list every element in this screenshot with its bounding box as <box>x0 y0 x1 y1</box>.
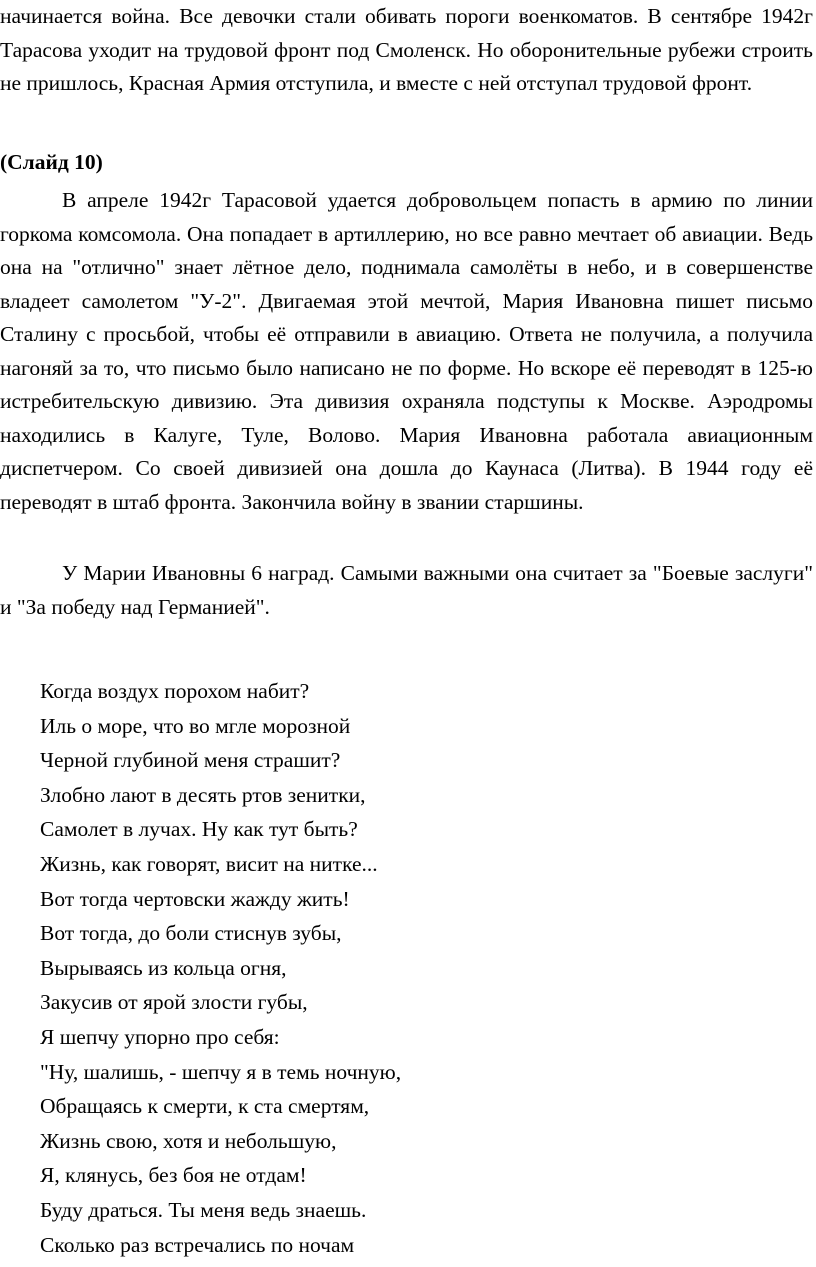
poem-line: Жизнь свою, хотя и небольшую, <box>40 1128 337 1153</box>
poem-line: "Ну, шалишь, - шепчу я в темь ночную, <box>40 1059 402 1084</box>
poem-line: Черной глубиной меня страшит? <box>40 748 341 773</box>
poem <box>40 674 401 1262</box>
poem-line: Когда воздух порохом набит? <box>40 679 310 703</box>
poem-line: Вырываясь из кольца огня, <box>40 955 287 980</box>
poem-line: Я шепчу упорно про себя: <box>40 1024 280 1049</box>
poem-line: Самолет в лучах. Ну как тут быть? <box>40 817 358 842</box>
poem-line: Вот тогда, до боли стиснув зубы, <box>40 921 342 946</box>
paragraph-intro: начинается война. Все девочки стали обивать пороги военкоматов. В сентябре 1942г Тарасова уходит на трудовой фронт под Смоленск. Но оборонительные рубежи строить не пришлось, Красная Армия отступила, и вместе с ней отступал трудовой фронт. <box>0 4 813 95</box>
poem-line: Иль о море, что во мгле морозной <box>40 713 351 738</box>
poem-line: Я, клянусь, без боя не отдам! <box>40 1163 307 1188</box>
poem-line: Жизнь, как говорят, висит на нитке... <box>40 851 378 876</box>
poem-line: Буду драться. Ты меня ведь знаешь. <box>40 1197 367 1222</box>
poem-line: Вот тогда чертовски жажду жить! <box>40 886 350 911</box>
paragraph-army: В апреле 1942г Тарасовой удается добровольцем попасть в армию по линии горкома комсомола. Она попадает в артиллерию, но все равно мечтает об авиации. Ведь она на "отлично" знает лётное дело, поднимала самолёты в небо, и в совершенстве владеет самолетом "У-2". Двигаемая этой мечтой, Мария Ивановна пишет письмо Сталину с просьбой, чтобы её отправили в авиацию. Ответа не получила, а получила нагоняй за то, что письмо было написано не по форме. Но вскоре её переводят в 125-ю истребительскую дивизию. Эта дивизия охраняла подступы к Москве. Аэродромы находились в Калуге, Туле, Волово. Мария Ивановна работала авиационным диспетчером. Со своей дивизией она дошла до Каунаса (Литва). В 1944 году её переводят в штаб фронта. Закончила войну в звании старшины. <box>0 188 813 514</box>
slide-heading: (Слайд 10) <box>0 150 103 174</box>
poem-line: Обращаясь к смерти, к ста смертям, <box>40 1094 370 1119</box>
poem-line: Злобно лают в десять ртов зенитки, <box>40 782 366 807</box>
paragraph-awards: У Марии Ивановны 6 наград. Самыми важными она считает за "Боевые заслуги" и "За победу над Германией". <box>0 561 813 619</box>
poem-line: Закусив от ярой злости губы, <box>40 990 308 1015</box>
poem-line: Сколько раз встречались по ночам <box>40 1232 355 1257</box>
